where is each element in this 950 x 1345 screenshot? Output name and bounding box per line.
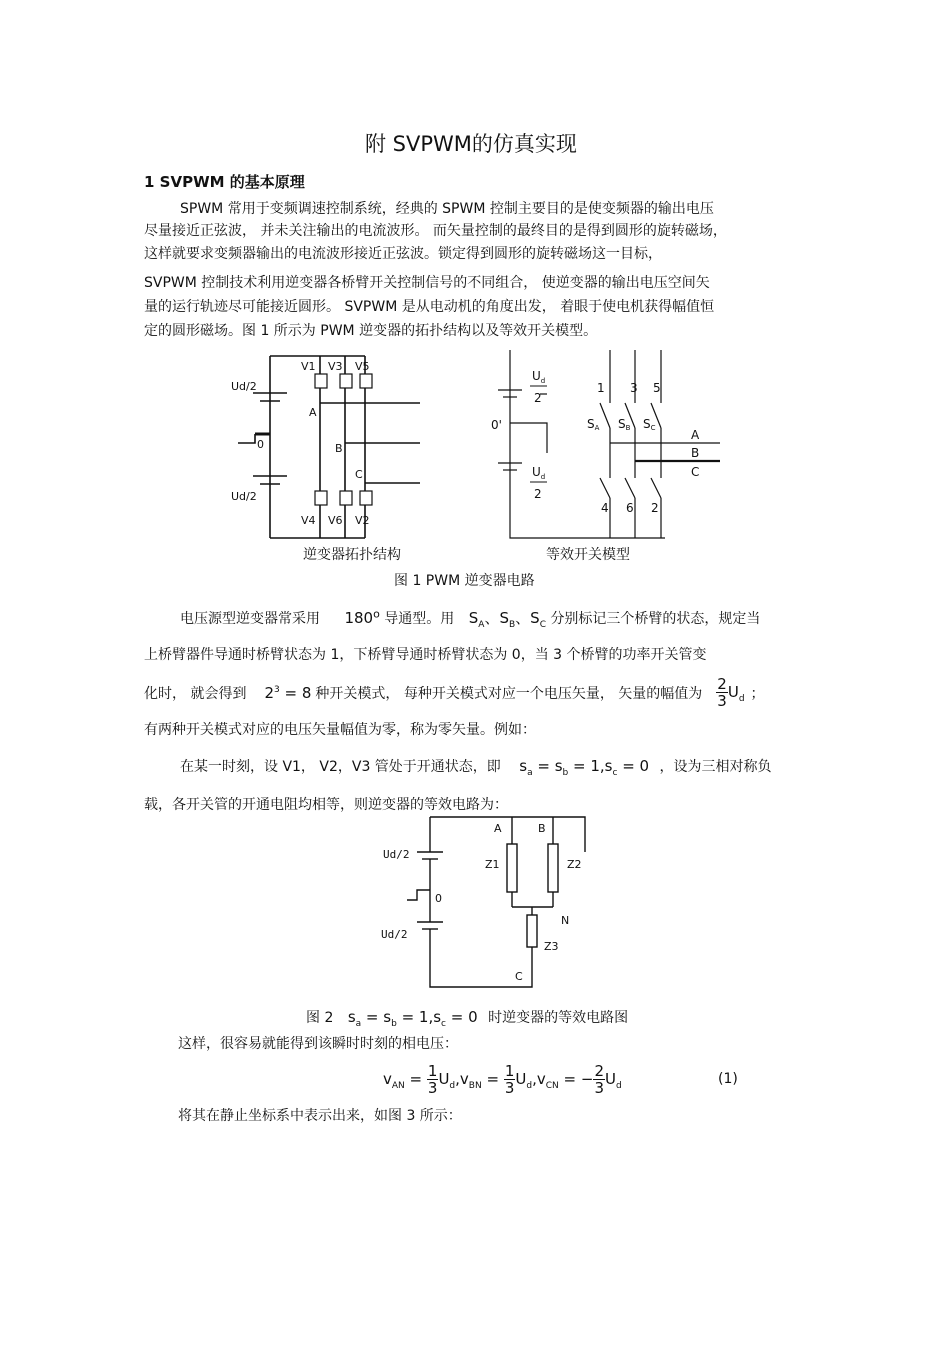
switch-state-symbols: $S_A$、$S_B$、$S_C$ (468, 609, 546, 630)
right-phase-a: A (691, 428, 700, 442)
para3-line2: 载，各开关管的开通电阻均相等，则逆变器的等效电路为： (144, 797, 508, 813)
phase-c-label: C (355, 468, 363, 481)
equation-1: $v_{AN}$ = $\frac{1}{3}$ $U_d,v_{BN}$ = $\frac{1}{3}$ $U_d,v_{CN}$ = − $\frac{2}{3}$ $U_d$ (383, 1062, 622, 1097)
left-bottom-source-label: Ud/2 (231, 490, 257, 503)
fig2-z3: Z3 (544, 940, 559, 953)
para3-text-a2: ，设为三相对称负 (659, 759, 772, 775)
para2-text-c2: 种开关模式， 每种开关模式对应一个电压矢量， 矢量的幅值为 (315, 686, 703, 702)
ud-bottom-denominator: 2 (534, 487, 542, 501)
ud-top-label: $U_d$ (532, 369, 546, 385)
switch-v4-label: V4 (301, 514, 316, 527)
para1-line2: 尽量接近正弦波， 并未关注输出的电流波形。 而矢量控制的最终目的是得到圆形的旋转磁场， (144, 223, 727, 239)
page-title: 附 SVPWM的仿真实现 (365, 132, 577, 156)
mode-count-formula: $2^3 = 8$ (264, 684, 312, 702)
para2-text-a4: 分别标记三个桥臂的状态，规定当 (550, 611, 761, 627)
switch-v3-label: V3 (328, 360, 343, 373)
vector-magnitude-fraction: $\frac{2}{3}$ (717, 675, 727, 710)
fig2-ud-bottom: Ud/2 (381, 928, 408, 941)
top-num-1: 1 (597, 381, 605, 395)
left-mid-label: 0 (257, 438, 264, 451)
right-phase-b: B (691, 446, 700, 460)
para2-line2: 上桥臂器件导通时桥臂状态为 1，下桥臂导通时桥臂状态为 0，当 3 个桥臂的功率开关管变 (144, 647, 707, 663)
switch-sc-label: SC (643, 417, 656, 432)
para2-text-c1: 化时， 就会得到 (144, 686, 247, 702)
para2-line1: 电压源型逆变器常采用 180$^o$ 导通型。用 $S_A$、$S_B$、$S_C$ 分别标记三个桥臂的状态，规定当 (180, 607, 761, 630)
fig2-z1: Z1 (485, 858, 500, 871)
inverter-topology (238, 356, 420, 538)
bottom-num-4: 4 (601, 501, 609, 515)
fig2-caption-suffix: 时逆变器的等效电路图 (488, 1010, 629, 1026)
phase-a-label: A (309, 406, 317, 419)
fig1-right-caption: 等效开关模型 (546, 547, 630, 563)
ud-top-denominator: 2 (534, 391, 542, 405)
top-num-5: 5 (653, 381, 661, 395)
para4: 这样，很容易就能得到该瞬时时刻的相电压： (178, 1036, 458, 1052)
switch-sa-label: SA (587, 417, 600, 432)
ud-bottom-label: $U_d$ (532, 465, 546, 481)
figure1-diagram (225, 348, 725, 548)
bottom-num-6: 6 (626, 501, 634, 515)
para1-line4: SVPWM 控制技术利用逆变器各桥臂开关控制信号的不同组合， 使逆变器的输出电压空间矢 (144, 275, 710, 291)
switch-v1-label: V1 (301, 360, 316, 373)
fig2-zero-label: 0 (435, 892, 442, 905)
para3-line1 (180, 756, 772, 778)
phase-b-label: B (335, 442, 343, 455)
para2-text-a3: 导通型。用 (384, 611, 455, 627)
para2-line4: 有两种开关模式对应的电压矢量幅值为零，称为零矢量。例如： (144, 722, 536, 738)
bottom-num-2: 2 (651, 501, 659, 515)
para1-line6: 定的圆形磁场。图 1 所示为 PWM 逆变器的拓扑结构以及等效开关模型。 (144, 323, 598, 339)
top-num-3: 3 (630, 381, 638, 395)
para3-text-a1: 在某一时刻，设 V1， V2，V3 管处于开通状态，即 (180, 759, 501, 775)
fig2-node-b: B (538, 822, 546, 835)
equation-number: (1) (718, 1071, 738, 1087)
angle-value: 180 (344, 609, 374, 627)
para1-line3: 这样就要求变频器输出的电流波形接近正弦波。锁定得到圆形的旋转磁场这一目标， (144, 246, 662, 262)
fig2-node-n: N (561, 914, 570, 927)
para2-line3: 化时， 就会得到 $2^3 = 8$ 种开关模式， 每种开关模式对应一个电压矢量， 矢量的幅值为 $\frac{2}{3}$ $U_d$ ； (144, 675, 765, 710)
fig2-ud-top: Ud/2 (383, 848, 410, 861)
fig2-node-c: C (515, 970, 523, 983)
switch-v5-label: V5 (355, 360, 370, 373)
switch-sb-label: SB (618, 417, 631, 432)
switch-v2-label: V2 (355, 514, 370, 527)
right-phase-c: C (691, 465, 700, 479)
switch-v6-label: V6 (328, 514, 343, 527)
fig2-z2: Z2 (567, 858, 582, 871)
fig2-caption-prefix: 图 2 (306, 1010, 334, 1026)
section-heading: 1 SVPWM 的基本原理 (144, 173, 305, 191)
switch-state-condition: $s_a = s_b = 1,s_c = 0$ (519, 757, 650, 778)
para5: 将其在静止坐标系中表示出来，如图 3 所示： (178, 1108, 462, 1124)
fig2-caption: 图 2 $s_a = s_b = 1,s_c = 0$ 时逆变器的等效电路图 (306, 1008, 629, 1029)
fig1-caption: 图 1 PWM 逆变器电路 (394, 573, 535, 589)
fig2-node-a: A (494, 822, 502, 835)
left-top-source-label: Ud/2 (231, 380, 257, 393)
para1-line1: SPWM 常用于变频调速控制系统，经典的 SPWM 控制主要目的是使变频器的输出电压 (180, 201, 714, 217)
para2-text-c3: ； (750, 686, 765, 702)
fig1-left-caption: 逆变器拓扑结构 (303, 547, 401, 563)
midpoint-label: 0' (491, 418, 502, 432)
para2-text-a1: 电压源型逆变器常采用 (180, 611, 320, 627)
para1-line5: 量的运行轨迹尽可能接近圆形。 SVPWM 是从电动机的角度出发， 着眼于使电机获得幅值恒 (144, 299, 715, 315)
figure2-equivalent-circuit (375, 812, 605, 997)
